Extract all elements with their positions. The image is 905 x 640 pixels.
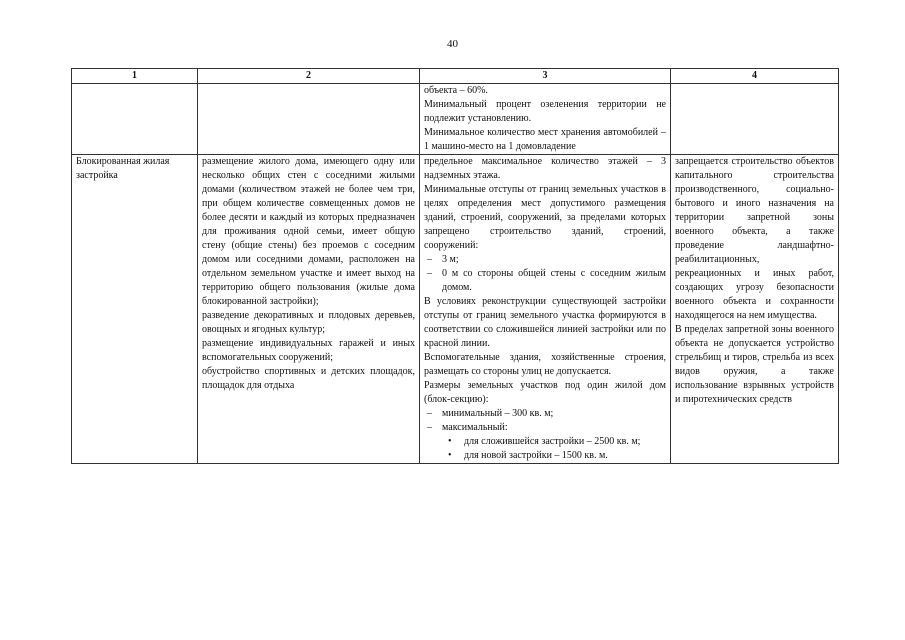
list-item: • для новой застройки – 1500 кв. м. — [424, 449, 666, 463]
table-row-blocked-housing — [72, 155, 839, 464]
column-header-3: 3 — [420, 69, 671, 84]
text-paragraph: объекта – 60%. — [424, 85, 488, 96]
table-header-row — [72, 69, 839, 84]
cell-permitted-use-description — [198, 155, 420, 464]
text-paragraph: рекреационных и иных работ, создающих угрозу безопасности военного объекта и сохранности находящегося на нем имущества. — [675, 268, 834, 321]
text-paragraph: размещение индивидуальных гаражей и иных вспомогательных сооружений; — [202, 338, 415, 363]
text-paragraph: Минимальный процент озеленения территории не подлежит установлению. — [424, 99, 666, 124]
text-paragraph: В пределах запретной зоны военного объекта не допускается устройство стрельбищ и тиров, стрельба из всех видов оружия, а также использование взрывных устройств и пиротехнических средств — [675, 324, 834, 405]
page-number: 40 — [447, 38, 458, 50]
zoning-table — [71, 68, 839, 464]
text-paragraph: обустройство спортивных и детских площадок, площадок для отдыха — [202, 366, 415, 391]
cell-land-use-type — [72, 155, 198, 464]
list-item: – максимальный: — [424, 421, 666, 435]
cell-parameters — [420, 155, 671, 464]
list-item: – минимальный – 300 кв. м; — [424, 407, 666, 421]
text-paragraph: Вспомогательные здания, хозяйственные строения, размещать со стороны улиц не допускается. — [424, 352, 666, 377]
text-paragraph: В условиях реконструкции существующей застройки отступы от границ земельного участка формируются в соответствии со сложившейся линией застройки или по красной линии. — [424, 296, 666, 349]
table-row-continuation — [72, 84, 839, 155]
list-item: – 3 м; — [424, 253, 666, 267]
max-size-list — [424, 435, 666, 463]
size-list — [424, 407, 666, 435]
cell-empty — [198, 84, 420, 155]
column-header-2: 2 — [198, 69, 420, 84]
setback-list — [424, 253, 666, 295]
text-paragraph: Минимальные отступы от границ земельных участков в целях определения мест допустимого размещения зданий, строений, сооружений, за пределами которых запрещено строительство зданий, строений, сооружений: — [424, 184, 666, 251]
cell-empty — [72, 84, 198, 155]
text-paragraph: разведение декоративных и плодовых деревьев, овощных и ягодных культур; — [202, 310, 415, 335]
list-item: – 0 м со стороны общей стены с соседним жилым домом. — [424, 267, 666, 295]
text-paragraph: Минимальное количество мест хранения автомобилей – 1 машино-место на 1 домовладение — [424, 127, 666, 152]
land-use-type-name: Блокированная жилая застройка — [76, 156, 170, 181]
text-paragraph: размещение жилого дома, имеющего одну или несколько общих стен с соседними жилыми домами (количеством этажей не более чем три, при общем количестве совмещенных домов не более десяти и каждый из которых предназначен для проживания одной семьи, имеет общую стену (общие стены) без проемов с соседним домом или соседними домами, расположен на отдельном земельном участке и имеет выход на территорию общего пользования (жилые дома блокированной застройки); — [202, 156, 415, 307]
list-item: • для сложившейся застройки – 2500 кв. м; — [424, 435, 666, 449]
text-paragraph: Размеры земельных участков под один жилой дом (блок-секцию): — [424, 380, 666, 405]
column-header-4: 4 — [671, 69, 839, 84]
text-paragraph: предельное максимальное количество этажей – 3 надземных этажа. — [424, 156, 666, 181]
text-paragraph: запрещается строительство объектов капитального строительства производственного, социально-бытового и иного назначения на территории запретной зоны военного объекта, а также проведение ландшафтно-реабилитационных, — [675, 156, 834, 265]
cell-parameters-continued — [420, 84, 671, 155]
cell-restrictions — [671, 155, 839, 464]
cell-empty — [671, 84, 839, 155]
column-header-1: 1 — [72, 69, 198, 84]
